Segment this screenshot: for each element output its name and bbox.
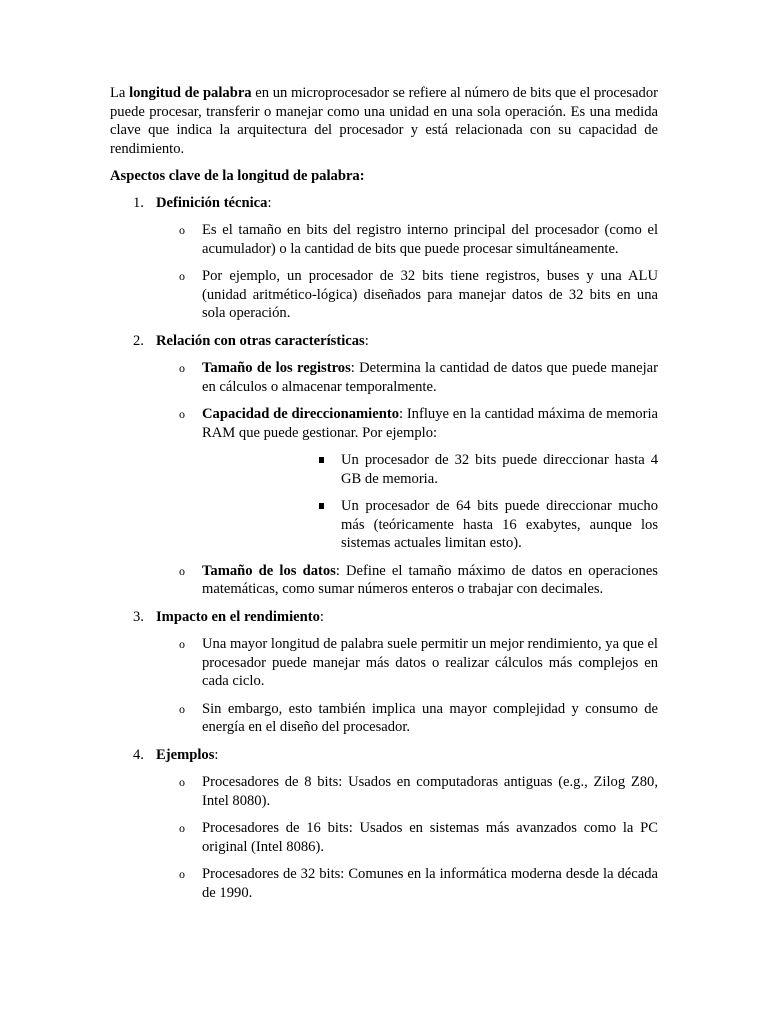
circle-bullet-icon: o	[179, 407, 185, 421]
section-heading: Aspectos clave de la longitud de palabra:	[110, 168, 365, 184]
section-title	[110, 332, 658, 351]
square-bullet-icon	[319, 457, 324, 463]
list-item	[110, 865, 658, 902]
section-title-colon: :	[364, 332, 369, 349]
list-item-text	[202, 405, 658, 442]
section-number: 4.	[133, 746, 144, 763]
nested-list-item-text: Un procesador de 32 bits puede direccionar hasta 4 GB de memoria.	[341, 452, 658, 487]
intro-term: longitud de palabra	[129, 85, 252, 101]
list-item-body: Una mayor longitud de palabra suele permitir un mejor rendimiento, ya que el procesador puede manejar más datos o realizar cálculos más complejos en cada ciclo.	[202, 636, 658, 689]
document-page	[110, 84, 658, 911]
list-item	[110, 562, 658, 599]
section-title-text: Ejemplos	[156, 746, 215, 763]
intro-text: en un microprocesador se refiere al número de bits que el procesador puede procesar, transferir o manejar como una unidad en una sola operación. Es una medida clave que indica la arquitectura del procesador y está relacionada con su capacidad de rendimiento.	[110, 85, 658, 157]
section-title-colon: :	[267, 194, 272, 211]
nested-list-item	[202, 497, 658, 553]
list-item-term: Capacidad de direccionamiento	[202, 406, 399, 422]
list-item	[110, 359, 658, 396]
circle-bullet-icon: o	[179, 867, 185, 881]
list-item-body: Procesadores de 32 bits: Comunes en la informática moderna desde la década de 1990.	[202, 866, 658, 901]
list-item-text	[202, 865, 658, 902]
square-bullet-icon	[319, 503, 324, 509]
list-item-text	[202, 267, 658, 323]
list-item	[110, 221, 658, 258]
circle-bullet-icon: o	[179, 701, 185, 716]
section-number: 2.	[133, 332, 144, 349]
section-title-colon: :	[214, 746, 219, 763]
intro-paragraph	[110, 84, 658, 158]
list-section	[110, 194, 658, 323]
intro-prefix: La	[110, 85, 130, 101]
list-section	[110, 746, 658, 903]
list-item-text	[202, 635, 658, 691]
section-title	[110, 194, 658, 213]
circle-bullet-icon: o	[179, 637, 185, 651]
section-number: 3.	[133, 608, 144, 625]
nested-list-item	[202, 451, 658, 488]
list-section	[110, 332, 658, 599]
list-item-body: Procesadores de 16 bits: Usados en sistemas más avanzados como la PC original (Intel 8086).	[202, 820, 658, 855]
circle-bullet-icon: o	[179, 223, 185, 237]
section-number: 1.	[133, 194, 144, 211]
list-section	[110, 608, 658, 737]
list-item-term: Tamaño de los registros	[202, 360, 351, 376]
list-item-body: Sin embargo, esto también implica una mayor complejidad y consumo de energía en el diseño del procesador.	[202, 700, 658, 735]
list-item-body: : Define el tamaño máximo de datos en operaciones matemáticas, como sumar números enteros o trabajar con decimales.	[202, 562, 658, 597]
list-item-text	[202, 562, 658, 599]
circle-bullet-icon: o	[179, 775, 185, 789]
list-item	[110, 773, 658, 810]
list-item-text	[202, 221, 658, 258]
section-title-text: Definición técnica	[156, 194, 268, 211]
section-title	[110, 608, 658, 627]
list-item	[110, 405, 658, 553]
sub-list	[110, 773, 658, 902]
list-item-text	[202, 819, 658, 856]
section-title-text: Impacto en el rendimiento	[156, 608, 320, 625]
section-title-colon: :	[319, 608, 324, 625]
section-title-text: Relación con otras características	[156, 332, 365, 349]
list-item	[110, 819, 658, 856]
list-item-body: : Determina la cantidad de datos que puede manejar en cálculos o almacenar temporalmente.	[202, 360, 658, 395]
sub-list	[110, 221, 658, 323]
list-item-body: Es el tamaño en bits del registro interno principal del procesador (como el acumulador) o la cantidad de bits que puede procesar simultáneamente.	[202, 222, 658, 257]
nested-list	[202, 451, 658, 553]
circle-bullet-icon: o	[179, 269, 185, 283]
section-title	[110, 746, 658, 765]
list-item-text	[202, 359, 658, 396]
list-item-text	[202, 700, 658, 737]
numbered-list	[110, 194, 658, 903]
list-item	[110, 267, 658, 323]
circle-bullet-icon: o	[179, 361, 185, 375]
circle-bullet-icon: o	[179, 821, 185, 835]
list-item	[110, 700, 658, 737]
list-item-body: Procesadores de 8 bits: Usados en computadoras antiguas (e.g., Zilog Z80, Intel 8080).	[202, 774, 658, 809]
sub-list	[110, 635, 658, 737]
list-item-body: Por ejemplo, un procesador de 32 bits tiene registros, buses y una ALU (unidad aritmético-lógica) diseñados para manejar datos de 32 bits en una sola operación.	[202, 268, 658, 321]
circle-bullet-icon: o	[179, 563, 185, 578]
sub-list	[110, 359, 658, 599]
list-item-term: Tamaño de los datos	[202, 562, 336, 579]
list-item	[110, 635, 658, 691]
list-item-text	[202, 773, 658, 810]
list-item-body: : Influye en la cantidad máxima de memoria RAM que puede gestionar. Por ejemplo:	[202, 406, 658, 441]
nested-list-item-text: Un procesador de 64 bits puede direccionar mucho más (teóricamente hasta 16 exabytes, aunque los sistemas actuales limitan esto).	[341, 498, 658, 551]
